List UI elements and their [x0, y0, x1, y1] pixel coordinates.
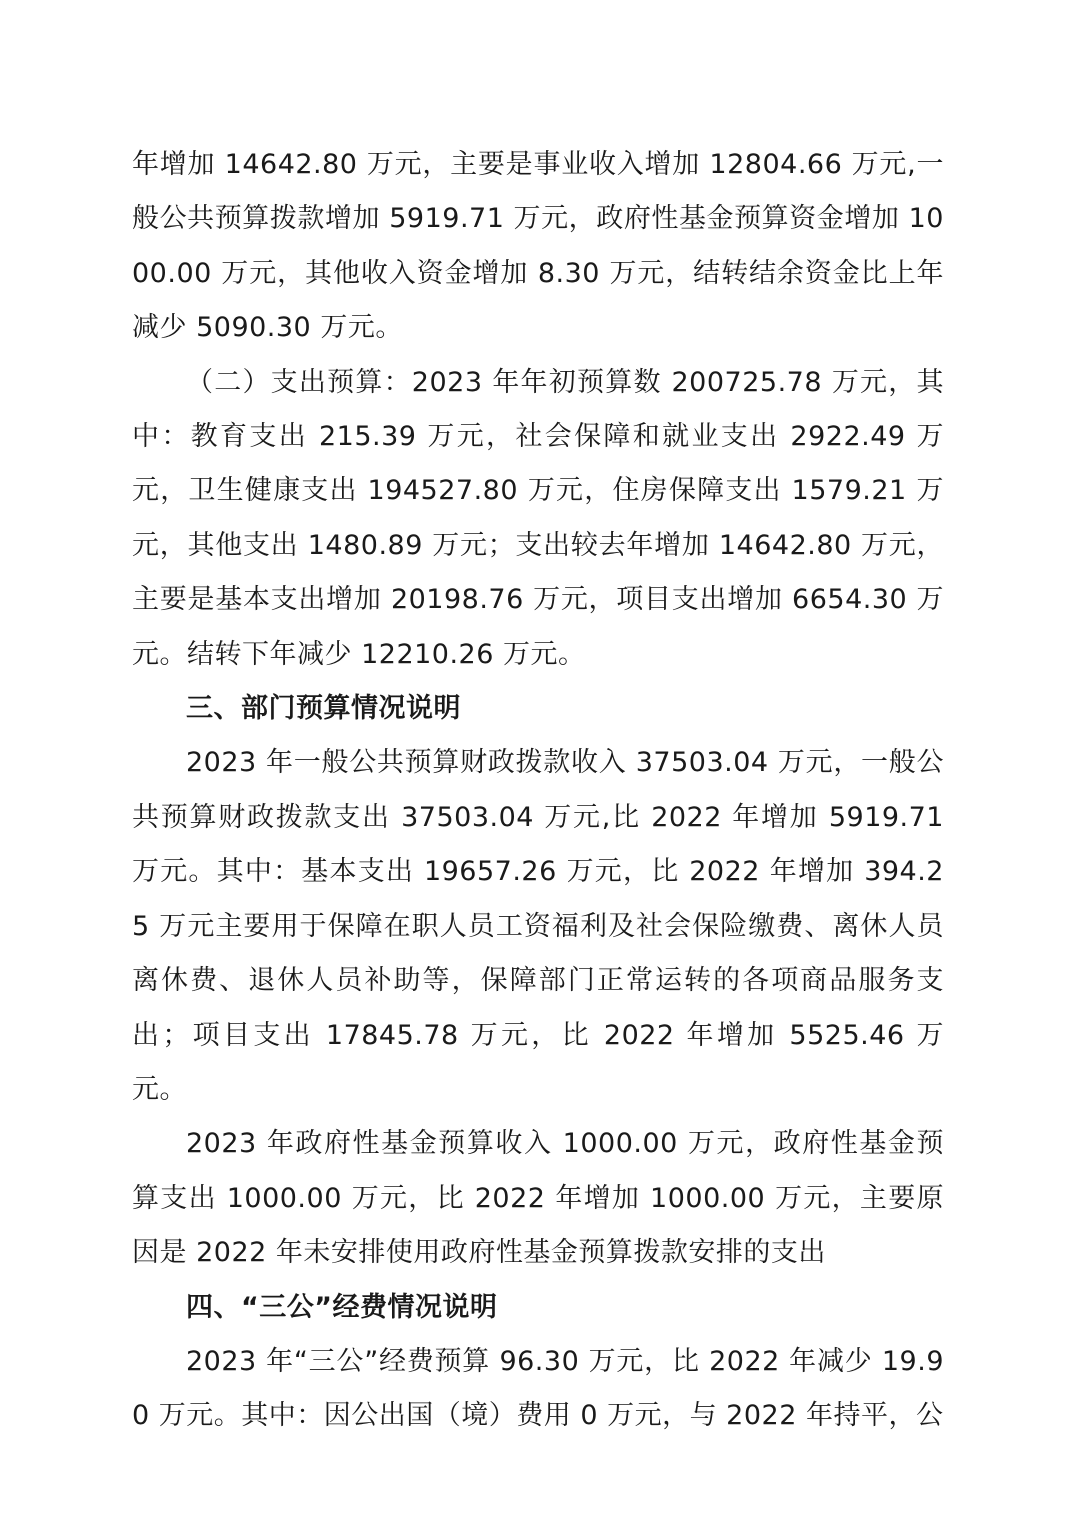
heading-department-budget: 三、部门预算情况说明 — [186, 693, 461, 725]
paragraph-income-change: 年增加 14642.80 万元，主要是事业收入增加 12804.66 万元,一般公共预算拨款增加 5919.71 万元，政府性基金预算资金增加 1000.00 万元，其他收入资金增加 8.30 万元，结转结余资金比上年减少 5090.30 万元。 — [132, 149, 944, 344]
heading-three-public-expenses: 四、“三公”经费情况说明 — [186, 1291, 498, 1323]
document-page — [132, 138, 944, 1444]
paragraph-expenditure-budget: （二）支出预算：2023 年年初预算数 200725.78 万元，其中：教育支出 215.39 万元，社会保障和就业支出 2922.49 万元，卫生健康支出 194527.80 万元，住房保障支出 1579.21 万元，其他支出 1480.89 万元；支出较去年增加 14642.80 万元，主要是基本支出增加 20198.76 万元，项目支出增加 6654.30 万元。结转下年减少 12210.26 万元。 — [132, 366, 944, 670]
paragraph-general-public-budget: 2023 年一般公共预算财政拨款收入 37503.04 万元，一般公共预算财政拨款支出 37503.04 万元,比 2022 年增加 5919.71 万元。其中：基本支出 19657.26 万元，比 2022 年增加 394.25 万元主要用于保障在职人员工资福利及社会保险缴费、离休人员离休费、退休人员补助等，保障部门正常运转的各项商品服务支出；项目支出 17845.78 万元，比 2022 年增加 5525.46 万元。 — [132, 747, 944, 1105]
paragraph-government-fund-budget: 2023 年政府性基金预算收入 1000.00 万元，政府性基金预算支出 1000.00 万元，比 2022 年增加 1000.00 万元，主要原因是 2022 年未安排使用政府性基金预算拨款安排的支出 — [132, 1128, 944, 1269]
paragraph-three-public-expenses: 2023 年“三公”经费预算 96.30 万元，比 2022 年减少 19.90 万元。其中：因公出国（境）费用 0 万元，与 2022 年持平，公 — [132, 1345, 944, 1432]
